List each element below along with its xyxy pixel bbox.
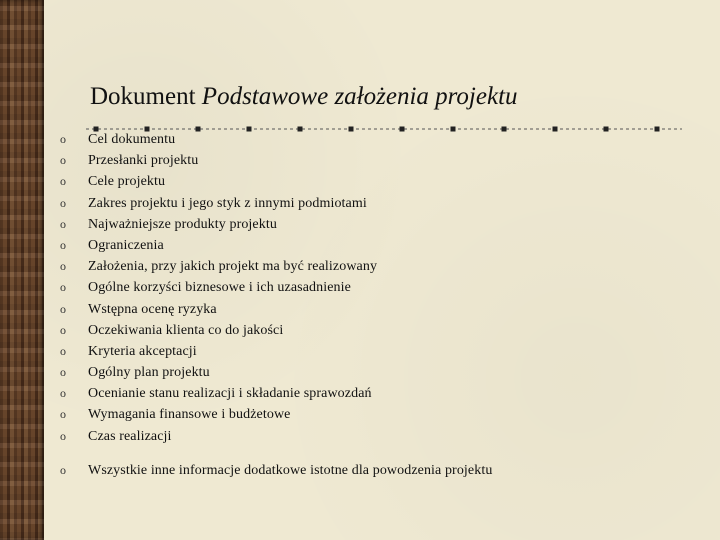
list-item xyxy=(56,341,686,362)
bullet-icon: o xyxy=(60,237,66,252)
slide-title xyxy=(90,80,690,114)
bullet-icon: o xyxy=(60,301,66,316)
list-item xyxy=(56,235,686,256)
bullet-icon: o xyxy=(60,195,66,210)
list-item xyxy=(56,404,686,425)
list-item xyxy=(56,362,686,383)
title-regular: Dokument xyxy=(90,83,202,110)
list-item xyxy=(56,171,686,192)
list-item-label: Cel dokumentu xyxy=(88,132,176,147)
bullet-icon: o xyxy=(60,322,66,337)
title-italic: Podstawowe założenia projektu xyxy=(201,83,518,110)
list-item-label: Ograniczenia xyxy=(88,237,164,253)
list-item xyxy=(56,299,686,320)
bullet-icon: o xyxy=(60,407,66,422)
bullet-list xyxy=(56,129,686,481)
list-item-label: Najważniejsze produkty projektu xyxy=(88,216,277,232)
wood-border-decoration xyxy=(0,0,44,540)
list-item xyxy=(56,383,686,404)
list-item xyxy=(56,214,686,235)
list-item-label: Ocenianie stanu realizacji i składanie sprawozdań xyxy=(88,386,372,402)
bullet-icon: o xyxy=(60,365,66,380)
list-item xyxy=(56,193,686,214)
list-item-label: Przesłanki projektu xyxy=(88,153,199,169)
bullet-icon: o xyxy=(60,174,66,189)
bullet-icon: o xyxy=(60,153,66,168)
list-item-label: Kryteria akceptacji xyxy=(88,343,197,359)
bullet-icon: o xyxy=(60,386,66,401)
list-item-label: Wszystkie inne informacje dodatkowe istotne dla powodzenia projektu xyxy=(88,462,493,478)
list-item-label: Czas realizacji xyxy=(88,428,172,444)
list-item-label: Ogólny plan projektu xyxy=(88,365,210,381)
list-item xyxy=(56,277,686,298)
bullet-icon: o xyxy=(60,428,66,443)
list-item-label: Oczekiwania klienta co do jakości xyxy=(88,322,284,338)
list-item-label: Wymagania finansowe i budżetowe xyxy=(88,407,291,423)
bullet-icon: o xyxy=(60,216,66,231)
bullet-icon: o xyxy=(60,132,66,146)
list-item xyxy=(56,320,686,341)
list-item xyxy=(56,129,686,150)
bullet-icon: o xyxy=(60,462,66,477)
list-item-label: Ogólne korzyści biznesowe i ich uzasadnienie xyxy=(88,280,351,296)
list-item-label: Założenia, przy jakich projekt ma być realizowany xyxy=(88,259,378,275)
bullet-icon: o xyxy=(60,280,66,295)
list-item-label: Zakres projektu i jego styk z innymi podmiotami xyxy=(88,195,367,211)
list-item-label: Wstępna ocenę ryzyka xyxy=(88,301,217,317)
bullet-icon: o xyxy=(60,259,66,274)
list-item xyxy=(56,150,686,171)
list-item xyxy=(56,426,686,447)
list-item xyxy=(56,460,686,481)
list-item-label: Cele projektu xyxy=(88,174,166,190)
list-item xyxy=(56,256,686,277)
bullet-icon: o xyxy=(60,343,66,358)
